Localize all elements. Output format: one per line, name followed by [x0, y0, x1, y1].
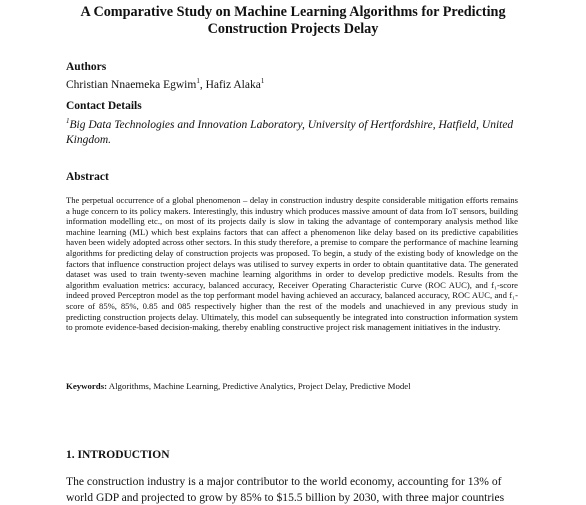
keywords [66, 381, 518, 391]
author-separator: , [199, 78, 206, 91]
author-name: Christian Nnaemeka Egwim [66, 78, 197, 91]
paper-title [40, 4, 546, 38]
affiliation-text: Big Data Technologies and Innovation Laboratory, University of Hertfordshire, Hatfield, United Kingdom. [66, 118, 514, 146]
authors-heading: Authors [66, 61, 107, 73]
affil-marker: 1 [66, 117, 70, 125]
title-line-2: Construction Projects Delay [207, 21, 379, 37]
introduction-paragraph: The construction industry is a major contributor to the world economy, accounting for 13% of world GDP and projected to grow by 85% to $15.5 billion by 2030, with three major countries [66, 475, 505, 504]
abstract-body: The perpetual occurrence of a global phenomenon – delay in construction industry despite considerable mitigation efforts remains a huge concern to its policy makers. Interestingly, this industry which produces massive amount of data from IoT sensors, building information modelling etc., on most of its projects daily is slow in taking the advantage of contemporary analysis method like machine learning (ML) which best explains factors that can affect a phenomenon like delay based on its predictive capabilities haven been widely adopted across other sectors. In this study therefore, a premise to compare the performance of machine learning algorithms for predicting delay of construction projects was proposed. To begin, a study of the existing body of knowledge on the factors that influence construction project delays was utilised to survey experts in order to obtain quantitative data. The generated dataset was used to train twenty-seven machine learning algorithms in order to develop predictive models. Results from the algorithm evaluation metrics: accuracy, balanced accuracy, Receiver Operating Characteristic Curve (ROC AUC), and f₁-score indeed proved Perceptron model as the top performant model having achieved an accuracy, balanced accuracy, ROC AUC, and f₁-score of 85%, 85%, 0.85 and 085 respectively higher than the rest of the models and unachieved in any previous study in predicting construction projects delay. Ultimately, this model can subsequently be integrated into construction information system to promote evidence-based decision-making, thereby enabling constructive project risk management initiatives in the industry. [66, 195, 518, 333]
author-affil-marker: 1 [260, 77, 265, 85]
author-name: Hafiz Alaka [205, 78, 261, 91]
author-list [66, 74, 526, 93]
author-affil-marker: 1 [196, 77, 200, 85]
affiliation [66, 114, 524, 148]
section-heading-introduction: 1. INTRODUCTION [66, 449, 170, 461]
keywords-label: Keywords: [66, 381, 108, 391]
title-line-1: A Comparative Study on Machine Learning Algorithms for Predicting [80, 4, 506, 20]
keywords-list: Algorithms, Machine Learning, Predictive Analytics, Project Delay, Predictive Model [107, 381, 411, 391]
contact-heading: Contact Details [66, 100, 142, 112]
abstract-heading: Abstract [66, 171, 109, 183]
